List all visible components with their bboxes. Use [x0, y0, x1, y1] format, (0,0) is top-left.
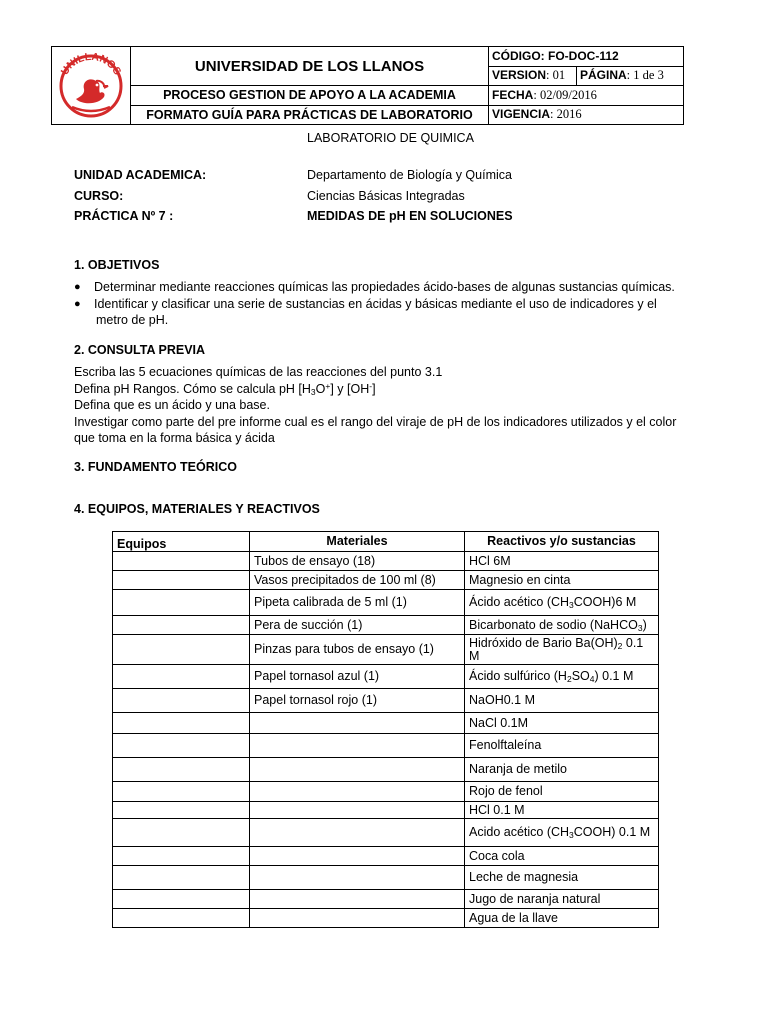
table-cell	[113, 665, 250, 689]
table-cell	[113, 758, 250, 782]
consulta-line: Defina pH Rangos. Cómo se calcula pH $[H_3O^+]$ y [OH-]	[74, 380, 376, 397]
table-row	[113, 847, 659, 866]
table-cell	[250, 734, 465, 758]
table-cell: Agua de la llave	[465, 909, 659, 928]
table-cell: Bicarbonato de sodio (NaHCO$_3$)	[465, 616, 659, 635]
table-cell: NaOH0.1 M	[465, 689, 659, 713]
table-row	[113, 665, 659, 689]
table-row	[113, 734, 659, 758]
table-cell: NaCl 0.1M	[465, 713, 659, 734]
table-cell: Rojo de fenol	[465, 782, 659, 802]
objective-text: Identificar y clasificar una serie de sustancias en ácidas y básicas mediante el uso de indicadores y el	[94, 297, 657, 311]
curso-value: Ciencias Básicas Integradas	[307, 189, 465, 203]
table-cell	[113, 847, 250, 866]
table-row	[113, 713, 659, 734]
table-cell	[113, 713, 250, 734]
table-cell	[113, 552, 250, 571]
document-header	[51, 46, 684, 125]
university-logo-cell	[52, 47, 131, 125]
table-header-row	[113, 532, 659, 552]
pagina-cell: PÁGINA: 1 de 3	[577, 66, 684, 86]
table-cell	[250, 909, 465, 928]
table-cell	[113, 782, 250, 802]
table-cell: Papel tornasol azul (1)	[250, 665, 465, 689]
bullet-icon: ●	[74, 281, 81, 293]
vigencia-cell: VIGENCIA: 2016	[489, 105, 684, 125]
table-cell: Coca cola	[465, 847, 659, 866]
table-cell	[250, 890, 465, 909]
table-cell	[113, 689, 250, 713]
table-cell: HCl 6M	[465, 552, 659, 571]
table-cell: Tubos de ensayo (18)	[250, 552, 465, 571]
table-cell	[113, 909, 250, 928]
table-cell	[113, 802, 250, 819]
svg-text:UNILLANOS: UNILLANOS	[58, 50, 124, 78]
bullet-icon: ●	[74, 298, 81, 310]
table-cell	[113, 890, 250, 909]
table-cell	[250, 782, 465, 802]
unidad-value: Departamento de Biología y Química	[307, 168, 512, 182]
section-consulta-title: 2. CONSULTA PREVIA	[74, 343, 206, 357]
section-equipos-title: 4. EQUIPOS, MATERIALES Y REACTIVOS	[74, 502, 320, 516]
table-cell: Leche de magnesia	[465, 866, 659, 890]
consulta-line: Investigar como parte del pre informe cual es el rango del viraje de pH de los indicadores utilizados y el color	[74, 414, 677, 429]
table-cell: Vasos precipitados de 100 ml (8)	[250, 571, 465, 590]
table-cell	[250, 866, 465, 890]
col-header-equipos: Equipos	[113, 532, 250, 552]
table-cell	[113, 571, 250, 590]
table-row	[113, 819, 659, 847]
consulta-body	[74, 364, 714, 447]
curso-label: CURSO:	[74, 189, 124, 203]
format-name: FORMATO GUÍA PARA PRÁCTICAS DE LABORATORIO	[131, 105, 489, 125]
table-cell: Fenolftaleína	[465, 734, 659, 758]
table-cell	[113, 734, 250, 758]
version-cell: VERSION: 01	[489, 66, 577, 86]
table-cell: Pinzas para tubos de ensayo (1)	[250, 635, 465, 665]
table-cell: Ácido acético $(CH_3COOH)6$ M	[465, 590, 659, 616]
table-row	[113, 616, 659, 635]
table-cell	[113, 590, 250, 616]
table-row	[113, 689, 659, 713]
process-name: PROCESO GESTION DE APOYO A LA ACADEMIA	[131, 86, 489, 106]
table-row	[113, 635, 659, 665]
practica-value: MEDIDAS DE pH EN SOLUCIONES	[307, 209, 513, 223]
table-cell	[250, 758, 465, 782]
col-header-reactivos: Reactivos y/o sustancias	[465, 532, 659, 552]
fecha-cell: FECHA: 02/09/2016	[489, 86, 684, 106]
university-logo	[52, 47, 130, 121]
table-cell	[113, 635, 250, 665]
table-row	[113, 552, 659, 571]
objective-text: Determinar mediante reacciones químicas las propiedades ácido-bases de algunas sustancias químicas.	[94, 280, 675, 294]
table-cell	[250, 802, 465, 819]
table-row	[113, 590, 659, 616]
table-cell: Pera de succión (1)	[250, 616, 465, 635]
col-header-materiales: Materiales	[250, 532, 465, 552]
consulta-line: Defina que es un ácido y una base.	[74, 398, 270, 412]
university-name: UNIVERSIDAD DE LOS LLANOS	[131, 47, 489, 86]
table-cell: Pipeta calibrada de 5 ml (1)	[250, 590, 465, 616]
section-objetivos-title: 1. OBJETIVOS	[74, 258, 160, 272]
table-row	[113, 890, 659, 909]
section-fundamento-title: 3. FUNDAMENTO TEÓRICO	[74, 460, 237, 474]
table-cell: Acido acético $(CH_3COOH)$ 0.1 M	[465, 819, 659, 847]
table-cell	[250, 847, 465, 866]
unidad-label: UNIDAD ACADEMICA:	[74, 168, 207, 182]
table-cell: Ácido sulfúrico $(H_2SO_4)$ 0.1 M	[465, 665, 659, 689]
table-row	[113, 758, 659, 782]
table-cell: HCl 0.1 M	[465, 802, 659, 819]
codigo-cell: CÓDIGO: FO-DOC-112	[489, 47, 684, 67]
table-cell	[113, 819, 250, 847]
table-row	[113, 866, 659, 890]
table-row	[113, 571, 659, 590]
table-cell	[250, 713, 465, 734]
consulta-line: que toma en la forma básica y ácida	[74, 431, 275, 445]
table-cell	[113, 616, 250, 635]
table-cell	[113, 866, 250, 890]
table-cell: Magnesio en cinta	[465, 571, 659, 590]
table-cell: Papel tornasol rojo (1)	[250, 689, 465, 713]
lab-title: LABORATORIO DE QUIMICA	[307, 131, 474, 145]
consulta-line: Escriba las 5 ecuaciones químicas de las reacciones del punto 3.1	[74, 365, 443, 379]
materials-table	[112, 531, 659, 928]
objective-text-continued: metro de pH.	[96, 313, 169, 327]
table-cell: Hidróxido de Bario $Ba(OH)_2$ 0.1 M	[465, 635, 659, 665]
table-row	[113, 782, 659, 802]
table-cell: Naranja de metilo	[465, 758, 659, 782]
table-cell: Jugo de naranja natural	[465, 890, 659, 909]
table-cell	[250, 819, 465, 847]
table-row	[113, 802, 659, 819]
table-row	[113, 909, 659, 928]
practica-label: PRÁCTICA Nº 7 :	[74, 209, 174, 223]
